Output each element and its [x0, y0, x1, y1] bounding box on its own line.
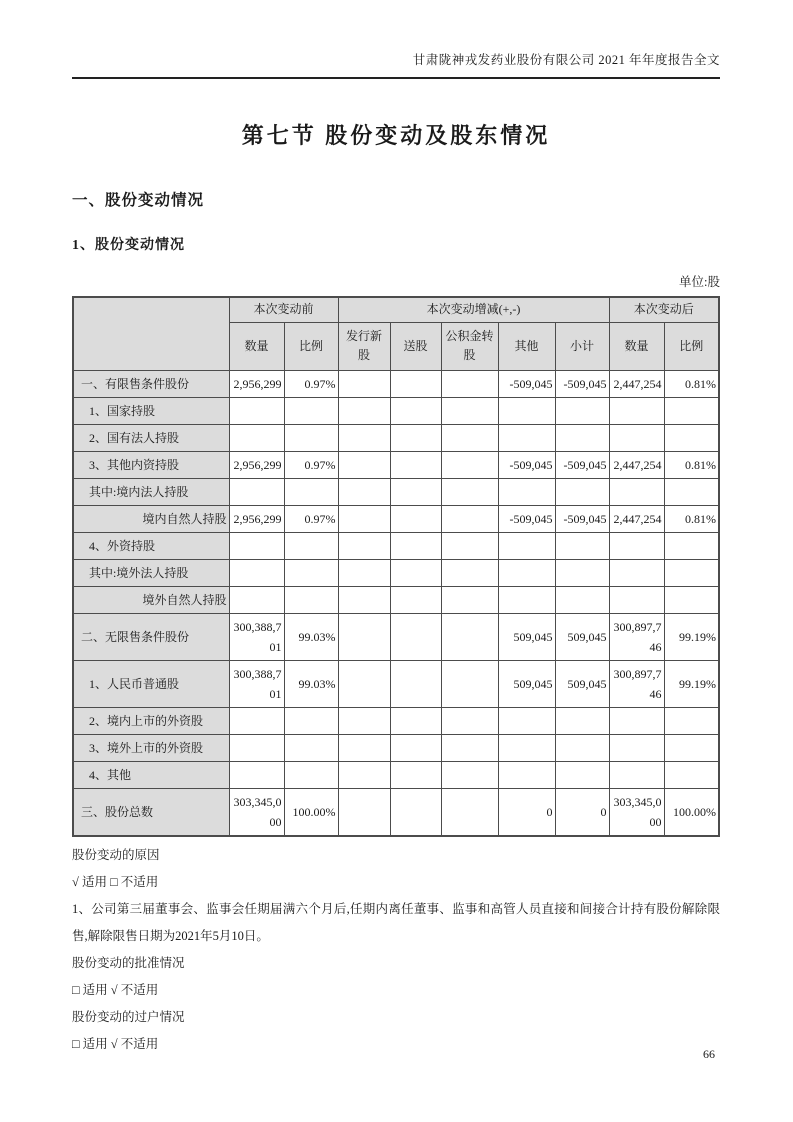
value-cell [338, 707, 390, 734]
value-cell [609, 761, 664, 788]
value-cell [441, 761, 498, 788]
row-label-cell: 其中:境内法人持股 [73, 478, 229, 505]
value-cell [555, 761, 609, 788]
value-cell [229, 397, 284, 424]
value-cell [664, 734, 719, 761]
value-cell [284, 707, 338, 734]
value-cell [441, 397, 498, 424]
column-header: 其他 [498, 322, 555, 370]
value-cell: 2,447,254 [609, 505, 664, 532]
value-cell: 0.81% [664, 451, 719, 478]
section-heading: 一、股份变动情况 [72, 192, 205, 209]
value-cell [441, 532, 498, 559]
value-cell [390, 660, 441, 707]
value-cell [498, 707, 555, 734]
table-row [73, 707, 719, 734]
value-cell [441, 370, 498, 397]
row-label-cell: 境内自然人持股 [73, 505, 229, 532]
value-cell: 0.81% [664, 370, 719, 397]
value-cell [664, 586, 719, 613]
table-row [73, 397, 719, 424]
value-cell [664, 478, 719, 505]
value-cell: 300,388,701 [229, 660, 284, 707]
value-cell [441, 734, 498, 761]
table-row [73, 559, 719, 586]
row-label-cell: 境外自然人持股 [73, 586, 229, 613]
value-cell [390, 761, 441, 788]
value-cell [284, 559, 338, 586]
value-cell [229, 424, 284, 451]
value-cell [229, 707, 284, 734]
value-cell [664, 761, 719, 788]
value-cell [664, 532, 719, 559]
value-cell [229, 761, 284, 788]
value-cell [609, 707, 664, 734]
note-line: 股份变动的批准情况 [72, 955, 185, 970]
value-cell [498, 559, 555, 586]
value-cell: -509,045 [555, 505, 609, 532]
value-cell: 300,897,746 [609, 613, 664, 660]
table-row [73, 370, 719, 397]
value-cell [441, 559, 498, 586]
value-cell [284, 734, 338, 761]
table-header [73, 297, 719, 370]
value-cell [609, 424, 664, 451]
value-cell [441, 451, 498, 478]
value-cell: 300,897,746 [609, 660, 664, 707]
value-cell [390, 451, 441, 478]
note-line: 股份变动的原因 [72, 847, 160, 862]
value-cell: 0.81% [664, 505, 719, 532]
value-cell [390, 788, 441, 836]
row-label-cell: 3、境外上市的外资股 [73, 734, 229, 761]
value-cell [441, 505, 498, 532]
value-cell [664, 707, 719, 734]
value-cell [390, 734, 441, 761]
value-cell: 99.19% [664, 660, 719, 707]
table-row [73, 660, 719, 707]
value-cell [555, 559, 609, 586]
value-cell: 0.97% [284, 370, 338, 397]
value-cell [609, 532, 664, 559]
value-cell [609, 559, 664, 586]
table-row [73, 478, 719, 505]
value-cell: 0.97% [284, 505, 338, 532]
value-cell [390, 505, 441, 532]
value-cell: -509,045 [555, 370, 609, 397]
value-cell [338, 734, 390, 761]
value-cell [498, 761, 555, 788]
value-cell [229, 478, 284, 505]
value-cell [338, 559, 390, 586]
value-cell: 2,956,299 [229, 505, 284, 532]
value-cell [338, 586, 390, 613]
value-cell [664, 559, 719, 586]
value-cell [390, 559, 441, 586]
table-row [73, 734, 719, 761]
table-row [73, 451, 719, 478]
value-cell [664, 424, 719, 451]
row-label-cell: 4、其他 [73, 761, 229, 788]
value-cell [338, 788, 390, 836]
value-cell [555, 397, 609, 424]
note-line: √ 适用 □ 不适用 [72, 874, 159, 889]
value-cell: 2,956,299 [229, 370, 284, 397]
row-label-cell: 2、境内上市的外资股 [73, 707, 229, 734]
value-cell [284, 586, 338, 613]
value-cell [441, 478, 498, 505]
value-cell [229, 586, 284, 613]
value-cell [441, 424, 498, 451]
value-cell: 0 [498, 788, 555, 836]
value-cell [609, 478, 664, 505]
value-cell [284, 397, 338, 424]
note-line: □ 适用 √ 不适用 [72, 1036, 159, 1051]
column-header: 发行新股 [338, 322, 390, 370]
unit-label: 单位:股 [679, 275, 720, 289]
column-header: 数量 [229, 322, 284, 370]
value-cell [390, 707, 441, 734]
value-cell [338, 370, 390, 397]
column-group-header: 本次变动增减(+,-) [338, 297, 609, 322]
page-title: 第七节 股份变动及股东情况 [241, 123, 551, 148]
row-label-cell: 一、有限售条件股份 [73, 370, 229, 397]
value-cell [498, 478, 555, 505]
share-change-table [72, 296, 720, 837]
value-cell [609, 586, 664, 613]
value-cell: -509,045 [498, 505, 555, 532]
value-cell [555, 586, 609, 613]
row-label-cell: 1、国家持股 [73, 397, 229, 424]
subsection-heading: 1、股份变动情况 [72, 238, 185, 253]
value-cell [390, 478, 441, 505]
value-cell [555, 532, 609, 559]
value-cell: 509,045 [498, 613, 555, 660]
table-group-header-row [73, 297, 719, 322]
value-cell [338, 478, 390, 505]
value-cell [229, 559, 284, 586]
value-cell [229, 532, 284, 559]
value-cell [390, 397, 441, 424]
value-cell [441, 660, 498, 707]
page-number: 66 [703, 1047, 715, 1061]
value-cell: 99.19% [664, 613, 719, 660]
value-cell [555, 707, 609, 734]
table-body [73, 370, 719, 836]
value-cell: -509,045 [498, 451, 555, 478]
value-cell [609, 397, 664, 424]
value-cell: -509,045 [498, 370, 555, 397]
table-row [73, 613, 719, 660]
note-line: □ 适用 √ 不适用 [72, 982, 159, 997]
value-cell [555, 734, 609, 761]
value-cell [390, 424, 441, 451]
value-cell: 300,388,701 [229, 613, 284, 660]
value-cell [555, 424, 609, 451]
column-header: 送股 [390, 322, 441, 370]
table-row [73, 424, 719, 451]
column-group-header: 本次变动后 [609, 297, 719, 322]
value-cell [441, 788, 498, 836]
value-cell [609, 734, 664, 761]
table-row [73, 505, 719, 532]
value-cell [338, 660, 390, 707]
value-cell: 509,045 [498, 660, 555, 707]
value-cell: 2,447,254 [609, 451, 664, 478]
row-label-cell: 3、其他内资持股 [73, 451, 229, 478]
column-header: 比例 [284, 322, 338, 370]
table-corner-cell [73, 297, 229, 370]
value-cell: 99.03% [284, 613, 338, 660]
value-cell: -509,045 [555, 451, 609, 478]
row-label-cell: 二、无限售条件股份 [73, 613, 229, 660]
value-cell [390, 613, 441, 660]
value-cell: 0 [555, 788, 609, 836]
value-cell: 100.00% [284, 788, 338, 836]
value-cell [338, 761, 390, 788]
value-cell [338, 505, 390, 532]
value-cell [284, 532, 338, 559]
value-cell [338, 451, 390, 478]
value-cell [390, 370, 441, 397]
table-row [73, 788, 719, 836]
value-cell [338, 397, 390, 424]
row-label-cell: 三、股份总数 [73, 788, 229, 836]
note-line: 股份变动的过户情况 [72, 1009, 185, 1024]
column-group-header: 本次变动前 [229, 297, 338, 322]
value-cell: 2,956,299 [229, 451, 284, 478]
value-cell [338, 424, 390, 451]
value-cell [498, 586, 555, 613]
document-header [72, 0, 720, 79]
table-row [73, 586, 719, 613]
value-cell [338, 532, 390, 559]
row-label-cell: 2、国有法人持股 [73, 424, 229, 451]
value-cell: 2,447,254 [609, 370, 664, 397]
value-cell [664, 397, 719, 424]
value-cell [284, 761, 338, 788]
document-header-text: 甘肃陇神戎发药业股份有限公司 2021 年年度报告全文 [412, 53, 720, 67]
value-cell [441, 613, 498, 660]
value-cell: 303,345,000 [609, 788, 664, 836]
table-row [73, 761, 719, 788]
column-header: 比例 [664, 322, 719, 370]
column-header: 公积金转股 [441, 322, 498, 370]
value-cell [441, 586, 498, 613]
value-cell: 509,045 [555, 660, 609, 707]
value-cell [229, 734, 284, 761]
value-cell [338, 613, 390, 660]
value-cell: 303,345,000 [229, 788, 284, 836]
value-cell [498, 424, 555, 451]
notes-section [72, 842, 720, 1058]
value-cell: 0.97% [284, 451, 338, 478]
value-cell: 509,045 [555, 613, 609, 660]
column-header: 数量 [609, 322, 664, 370]
value-cell [284, 478, 338, 505]
table-row [73, 532, 719, 559]
column-header: 小计 [555, 322, 609, 370]
value-cell [441, 707, 498, 734]
row-label-cell: 1、人民币普通股 [73, 660, 229, 707]
note-paragraph: 1、公司第三届董事会、监事会任期届满六个月后,任期内离任董事、监事和高管人员直接和间接合计持有股份解除限售,解除限售日期为2021年5月10日。 [72, 901, 720, 943]
value-cell [498, 734, 555, 761]
value-cell [390, 532, 441, 559]
value-cell [498, 532, 555, 559]
value-cell: 100.00% [664, 788, 719, 836]
value-cell [284, 424, 338, 451]
row-label-cell: 其中:境外法人持股 [73, 559, 229, 586]
value-cell: 99.03% [284, 660, 338, 707]
value-cell [555, 478, 609, 505]
value-cell [498, 397, 555, 424]
row-label-cell: 4、外资持股 [73, 532, 229, 559]
value-cell [390, 586, 441, 613]
